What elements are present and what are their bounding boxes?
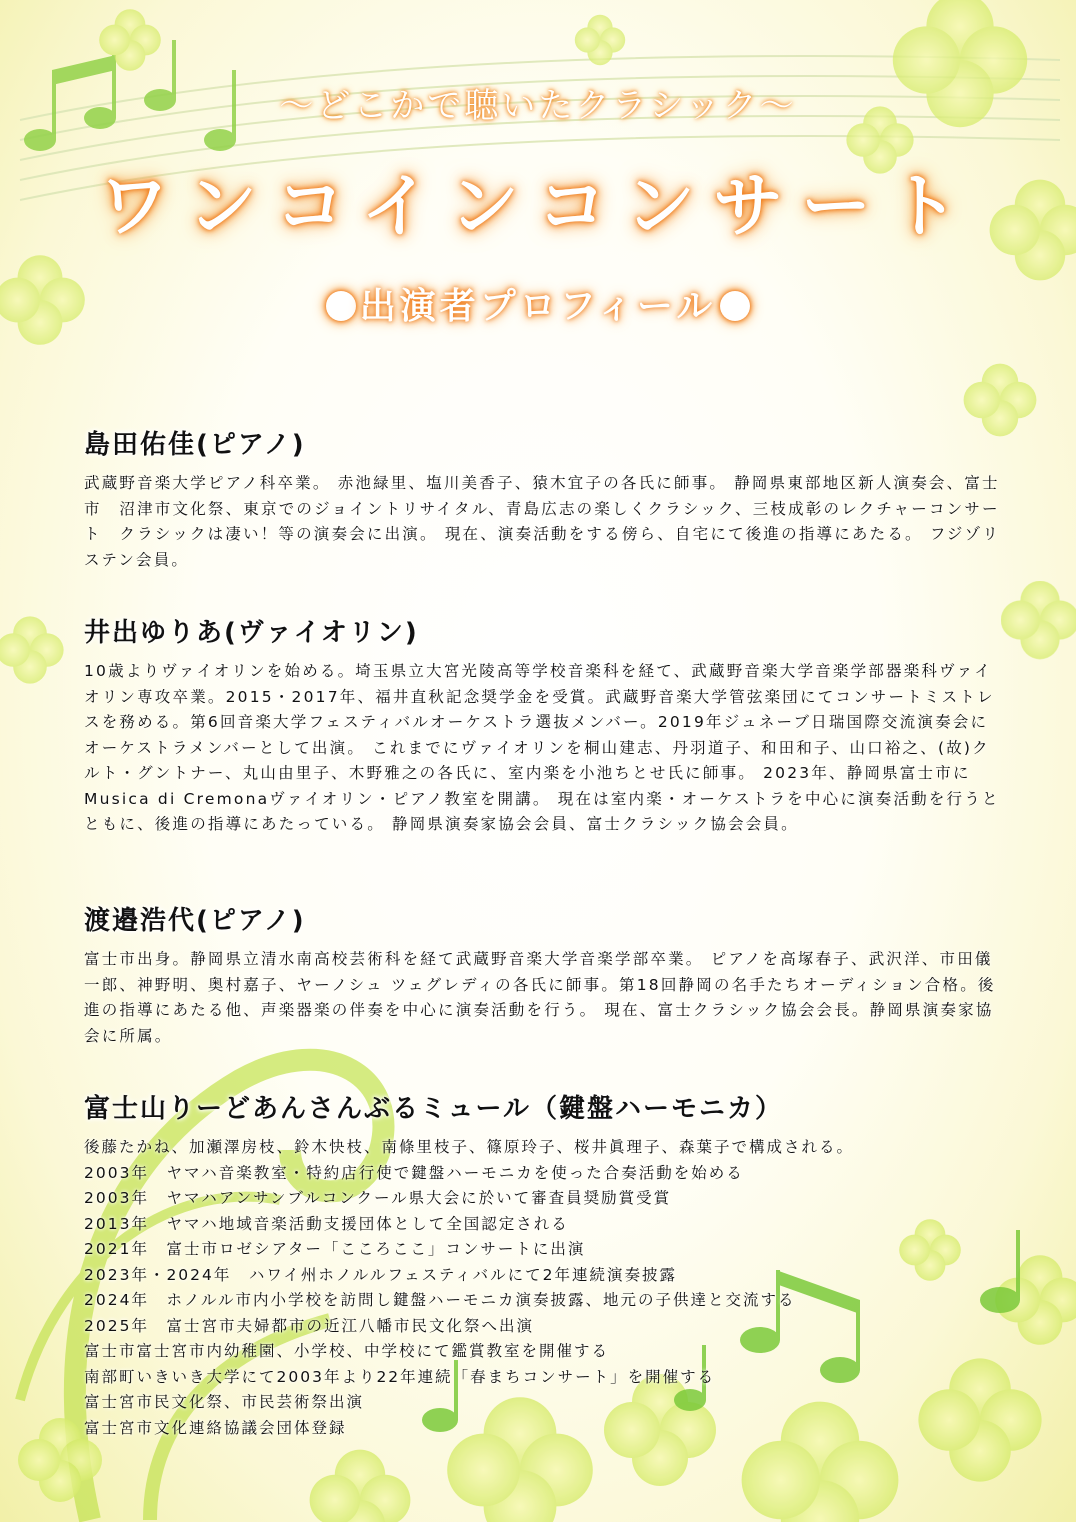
history-item: 2024年 ホノルル市内小学校を訪問し鍵盤ハーモニカ演奏披露、地元の子供達と交流する <box>84 1291 796 1309</box>
main-title: ワンコインコンサート <box>99 165 977 247</box>
profile-heading-text: 出演者プロフィール <box>359 286 717 327</box>
performer-profile-watanabe <box>84 900 1004 1049</box>
circle-bullet-icon <box>720 291 750 321</box>
history-item: 富士市富士宮市内幼稚園、小学校、中学校にて鑑賞教室を開催する <box>84 1342 610 1360</box>
history-item: 2003年 ヤマハアンサンブルコンクール県大会に於いて審査員奨励賞受賞 <box>84 1189 672 1207</box>
subtitle: 〜どこかで聴いたクラシック〜 <box>279 86 797 126</box>
history-item: 2003年 ヤマハ音楽教室・特約店行使で鍵盤ハーモニカを使った合奏活動を始める <box>84 1163 744 1182</box>
history-item: 富士宮市民文化祭、市民芸術祭出演 <box>84 1393 365 1411</box>
history-item: 2023年・2024年 ハワイ州ホノルルフェスティバルにて2年連続演奏披露 <box>84 1265 677 1284</box>
history-item: 2021年 富士市ロゼシアター「こころここ」コンサートに出演 <box>84 1240 586 1258</box>
performer-name: 渡邉浩代(ピアノ) <box>84 906 306 936</box>
performer-profile-ide <box>84 612 1004 838</box>
history-item: 2013年 ヤマハ地域音楽活動支援団体として全国認定される <box>84 1214 569 1233</box>
performer-profile-ensemble <box>84 1088 1044 1441</box>
history-item: 富士宮市文化連絡協議会団体登録 <box>84 1418 347 1437</box>
profile-heading <box>0 278 1076 329</box>
history-item: 後藤たかね、加瀬澤房枝、鈴木快枝、南條里枝子、篠原玲子、桜井眞理子、森葉子で構成される。 <box>84 1138 855 1156</box>
performer-profile-shimada <box>84 424 1004 573</box>
ensemble-name: 富士山りーどあんさんぶるミュール（鍵盤ハーモニカ） <box>84 1094 783 1124</box>
ensemble-history <box>84 1135 1044 1441</box>
history-item: 南部町いきいき大学にて2003年より22年連続「春まちコンサート」を開催する <box>84 1367 716 1386</box>
history-item: 2025年 富士宮市夫婦都市の近江八幡市民文化祭へ出演 <box>84 1316 534 1335</box>
performer-name: 井出ゆりあ(ヴァイオリン) <box>84 618 419 648</box>
performer-bio: 武蔵野音楽大学ピアノ科卒業。 赤池緑里、塩川美香子、猿木宜子の各氏に師事。 静岡県東部地区新人演奏会、富士市 沼津市文化祭、東京でのジョイントリサイタル、青島広志の楽しくクラシック、三枝成彰のレクチャーコンサート クラシックは凄い！等の演奏会に出演。 現在、演奏活動をする傍ら、自宅にて後進の指導にあたる。 フジゾリステン会員。 <box>84 474 1001 569</box>
performer-name: 島田佑佳(ピアノ) <box>84 430 306 460</box>
performer-bio: 富士市出身。静岡県立清水南高校芸術科を経て武蔵野音楽大学音楽学部卒業。 ピアノを高塚春子、武沢洋、市田儀一郎、神野明、奥村嘉子、ヤーノシュ ツェグレディの各氏に師事。第18回静岡の名手たちオーディション合格。後進の指導にあたる他、声楽器楽の伴奏を中心に演奏活動を行う。 現在、富士クラシック協会会長。静岡県演奏家協会に所属。 <box>84 950 996 1045</box>
performer-bio: 10歳よりヴァイオリンを始める。埼玉県立大宮光陵高等学校音楽科を経て、武蔵野音楽大学音楽学部器楽科ヴァイオリン専攻卒業。2015・2017年、福井直秋記念奨学金を受賞。武蔵野音楽大学管弦楽団にてコンサートミストレスを務める。第6回音楽大学フェスティバルオーケストラ選抜メンバー。2019年ジュネーブ日瑞国際交流演奏会にオーケストラメンバーとして出演。 これまでにヴァイオリンを桐山建志、丹羽道子、和田和子、山口裕之、(故)クルト・グントナー、丸山由里子、木野雅之の各氏に、室内楽を小池ちとせ氏に師事。 2023年、静岡県富士市にMusica di Cremonaヴァイオリン・ピアノ教室を開講。 現在は室内楽・オーケストラを中心に演奏活動を行うとともに、後進の指導にあたっている。 静岡県演奏家協会会員、富士クラシック協会会員。 <box>84 662 1000 833</box>
circle-bullet-icon <box>326 291 356 321</box>
